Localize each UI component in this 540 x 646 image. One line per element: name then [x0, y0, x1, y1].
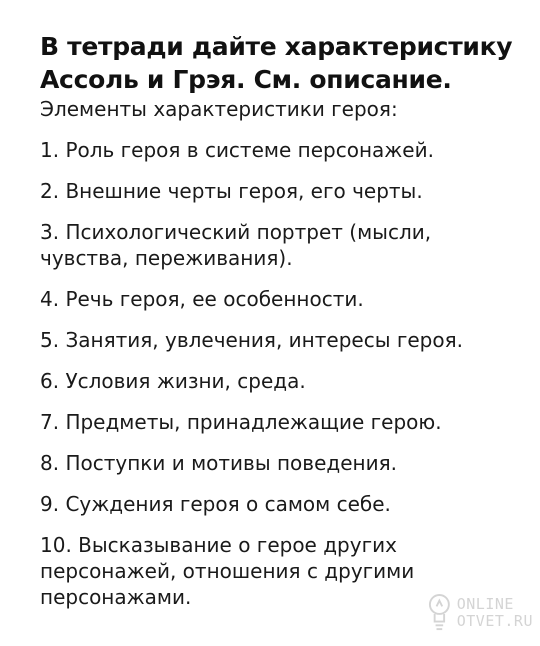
characteristics-list: [40, 137, 530, 610]
watermark: [428, 586, 533, 640]
list-item: 2. Внешние черты героя, его черты.: [40, 179, 423, 203]
list-item: 1. Роль героя в системе персонажей.: [40, 138, 434, 162]
list-item: 7. Предметы, принадлежащие герою.: [40, 410, 442, 434]
page-title: [40, 30, 530, 96]
list-item: 10. Высказывание о герое других персонажей, отношения с другими персонажами.: [40, 533, 415, 609]
watermark-text: [457, 596, 533, 630]
title-line-1: В тетради дайте характеристику: [40, 32, 513, 61]
watermark-line-1: ONLINE: [456, 595, 514, 613]
document-body: [40, 30, 530, 625]
lightbulb-icon: [428, 590, 451, 636]
list-item: 6. Условия жизни, среда.: [40, 369, 306, 393]
list-item: 4. Речь героя, ее особенности.: [40, 287, 364, 311]
list-item: 9. Суждения героя о самом себе.: [40, 492, 391, 516]
list-item: 8. Поступки и мотивы поведения.: [40, 451, 397, 475]
intro-text: Элементы характеристики героя:: [40, 97, 398, 121]
title-line-2: Ассоль и Грэя. См. описание.: [40, 65, 452, 94]
list-item: 5. Занятия, увлечения, интересы героя.: [40, 328, 463, 352]
watermark-line-2: OTVET.RU: [456, 612, 533, 630]
list-item: 3. Психологический портрет (мысли, чувства, переживания).: [40, 220, 432, 270]
